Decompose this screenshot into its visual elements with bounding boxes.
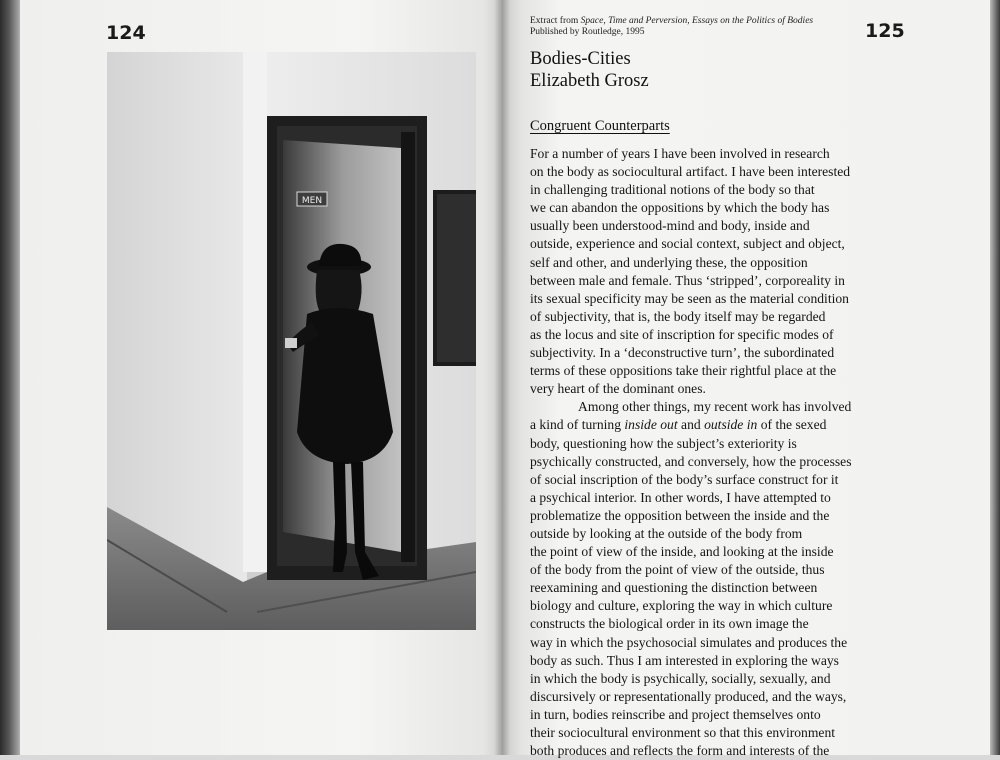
body-line: self and other, and underlying these, the opposition	[530, 254, 808, 270]
body-line: Among other things, my recent work has involved	[578, 399, 852, 415]
body-line: problematize the opposition between the inside and the	[530, 507, 830, 523]
extract-book-title: Space, Time and Perversion, Essays on the Politics of Bodies	[580, 16, 814, 26]
body-line: usually been understood-mind and body, inside and	[530, 218, 810, 234]
page-number-left: 124	[106, 22, 146, 44]
body-line: between male and female. Thus ‘stripped’, corporeality in	[530, 272, 845, 288]
photograph	[107, 52, 476, 630]
body-line: the point of view of the inside, and looking at the inside	[530, 544, 834, 560]
person-hand	[285, 338, 297, 348]
body-line: of subjectivity, that is, the body itself may be regarded	[530, 308, 826, 324]
body-line: its sexual specificity may be seen as the material condition	[530, 290, 849, 306]
chapter-author: Elizabeth Grosz	[530, 71, 649, 91]
body-line: on the body as sociocultural artifact. I have been interested	[530, 164, 851, 180]
body-fragment: of the sexed	[757, 417, 827, 433]
section-heading: Congruent Counterparts	[530, 118, 670, 134]
body-line: of the body from the point of view of the outside, thus	[530, 562, 825, 578]
body-line: subjectivity. In a ‘deconstructive turn’, the subordinated	[530, 345, 835, 361]
extract-line-1	[530, 16, 850, 27]
body-line: a psychical interior. In other words, I have attempted to	[530, 489, 831, 505]
body-line: way in which the psychosocial simulates and produces the	[530, 634, 848, 650]
body-line: as the locus and site of inscription for specific modes of	[530, 326, 834, 342]
body-line: outside, experience and social context, subject and object,	[530, 236, 845, 252]
body-line: in challenging traditional notions of the body so that	[530, 182, 815, 198]
body-line	[530, 416, 906, 434]
book-edge-right	[990, 0, 1000, 755]
body-line: of social inscription of the body’s surface construct for it	[530, 471, 839, 487]
wall-corner	[243, 52, 267, 572]
body-line: outside by looking at the outside of the body from	[530, 525, 803, 541]
body-line: their sociocultural environment so that this environment	[530, 725, 836, 740]
body-line: body, questioning how the subject’s exteriority is	[530, 435, 797, 451]
body-fragment: a kind of turning	[530, 417, 625, 433]
extract-note	[530, 16, 850, 38]
body-line: very heart of the dominant ones.	[530, 381, 706, 397]
chapter-title	[530, 48, 649, 92]
body-emphasis: inside out	[624, 417, 678, 433]
door-sign-text: MEN	[301, 196, 323, 206]
body-line: For a number of years I have been involved in research	[530, 146, 830, 161]
book-gutter	[494, 0, 510, 755]
body-line: in which the body is psychically, socially, sexually, and	[530, 670, 831, 686]
body-text	[530, 145, 906, 760]
body-line: body as such. Thus I am interested in exploring the ways	[530, 652, 839, 668]
body-line: reexamining and questioning the distinction between	[530, 580, 818, 596]
extract-line-2: Published by Routledge, 1995	[530, 27, 645, 37]
body-line: we can abandon the oppositions by which the body has	[530, 200, 830, 216]
chapter-title-line-1: Bodies-Cities	[530, 49, 631, 69]
person-boot-left	[333, 462, 347, 572]
body-line: in turn, bodies reinscribe and project themselves onto	[530, 706, 821, 722]
body-line: biology and culture, exploring the way in which culture	[530, 598, 833, 614]
body-line: terms of these oppositions take their rightful place at the	[530, 363, 837, 379]
body-emphasis: outside in	[704, 417, 758, 433]
body-line: discursively or representationally produced, and the ways,	[530, 688, 847, 704]
page-number-right: 125	[865, 20, 905, 42]
body-fragment: and	[677, 417, 705, 433]
body-line: psychically constructed, and conversely, how the processes	[530, 453, 852, 469]
body-line: both produces and reflects the form and interests of the	[530, 743, 830, 759]
body-line: constructs the biological order in its own image the	[530, 616, 809, 632]
extract-prefix: Extract from	[530, 16, 581, 26]
book-edge-left	[0, 0, 22, 755]
